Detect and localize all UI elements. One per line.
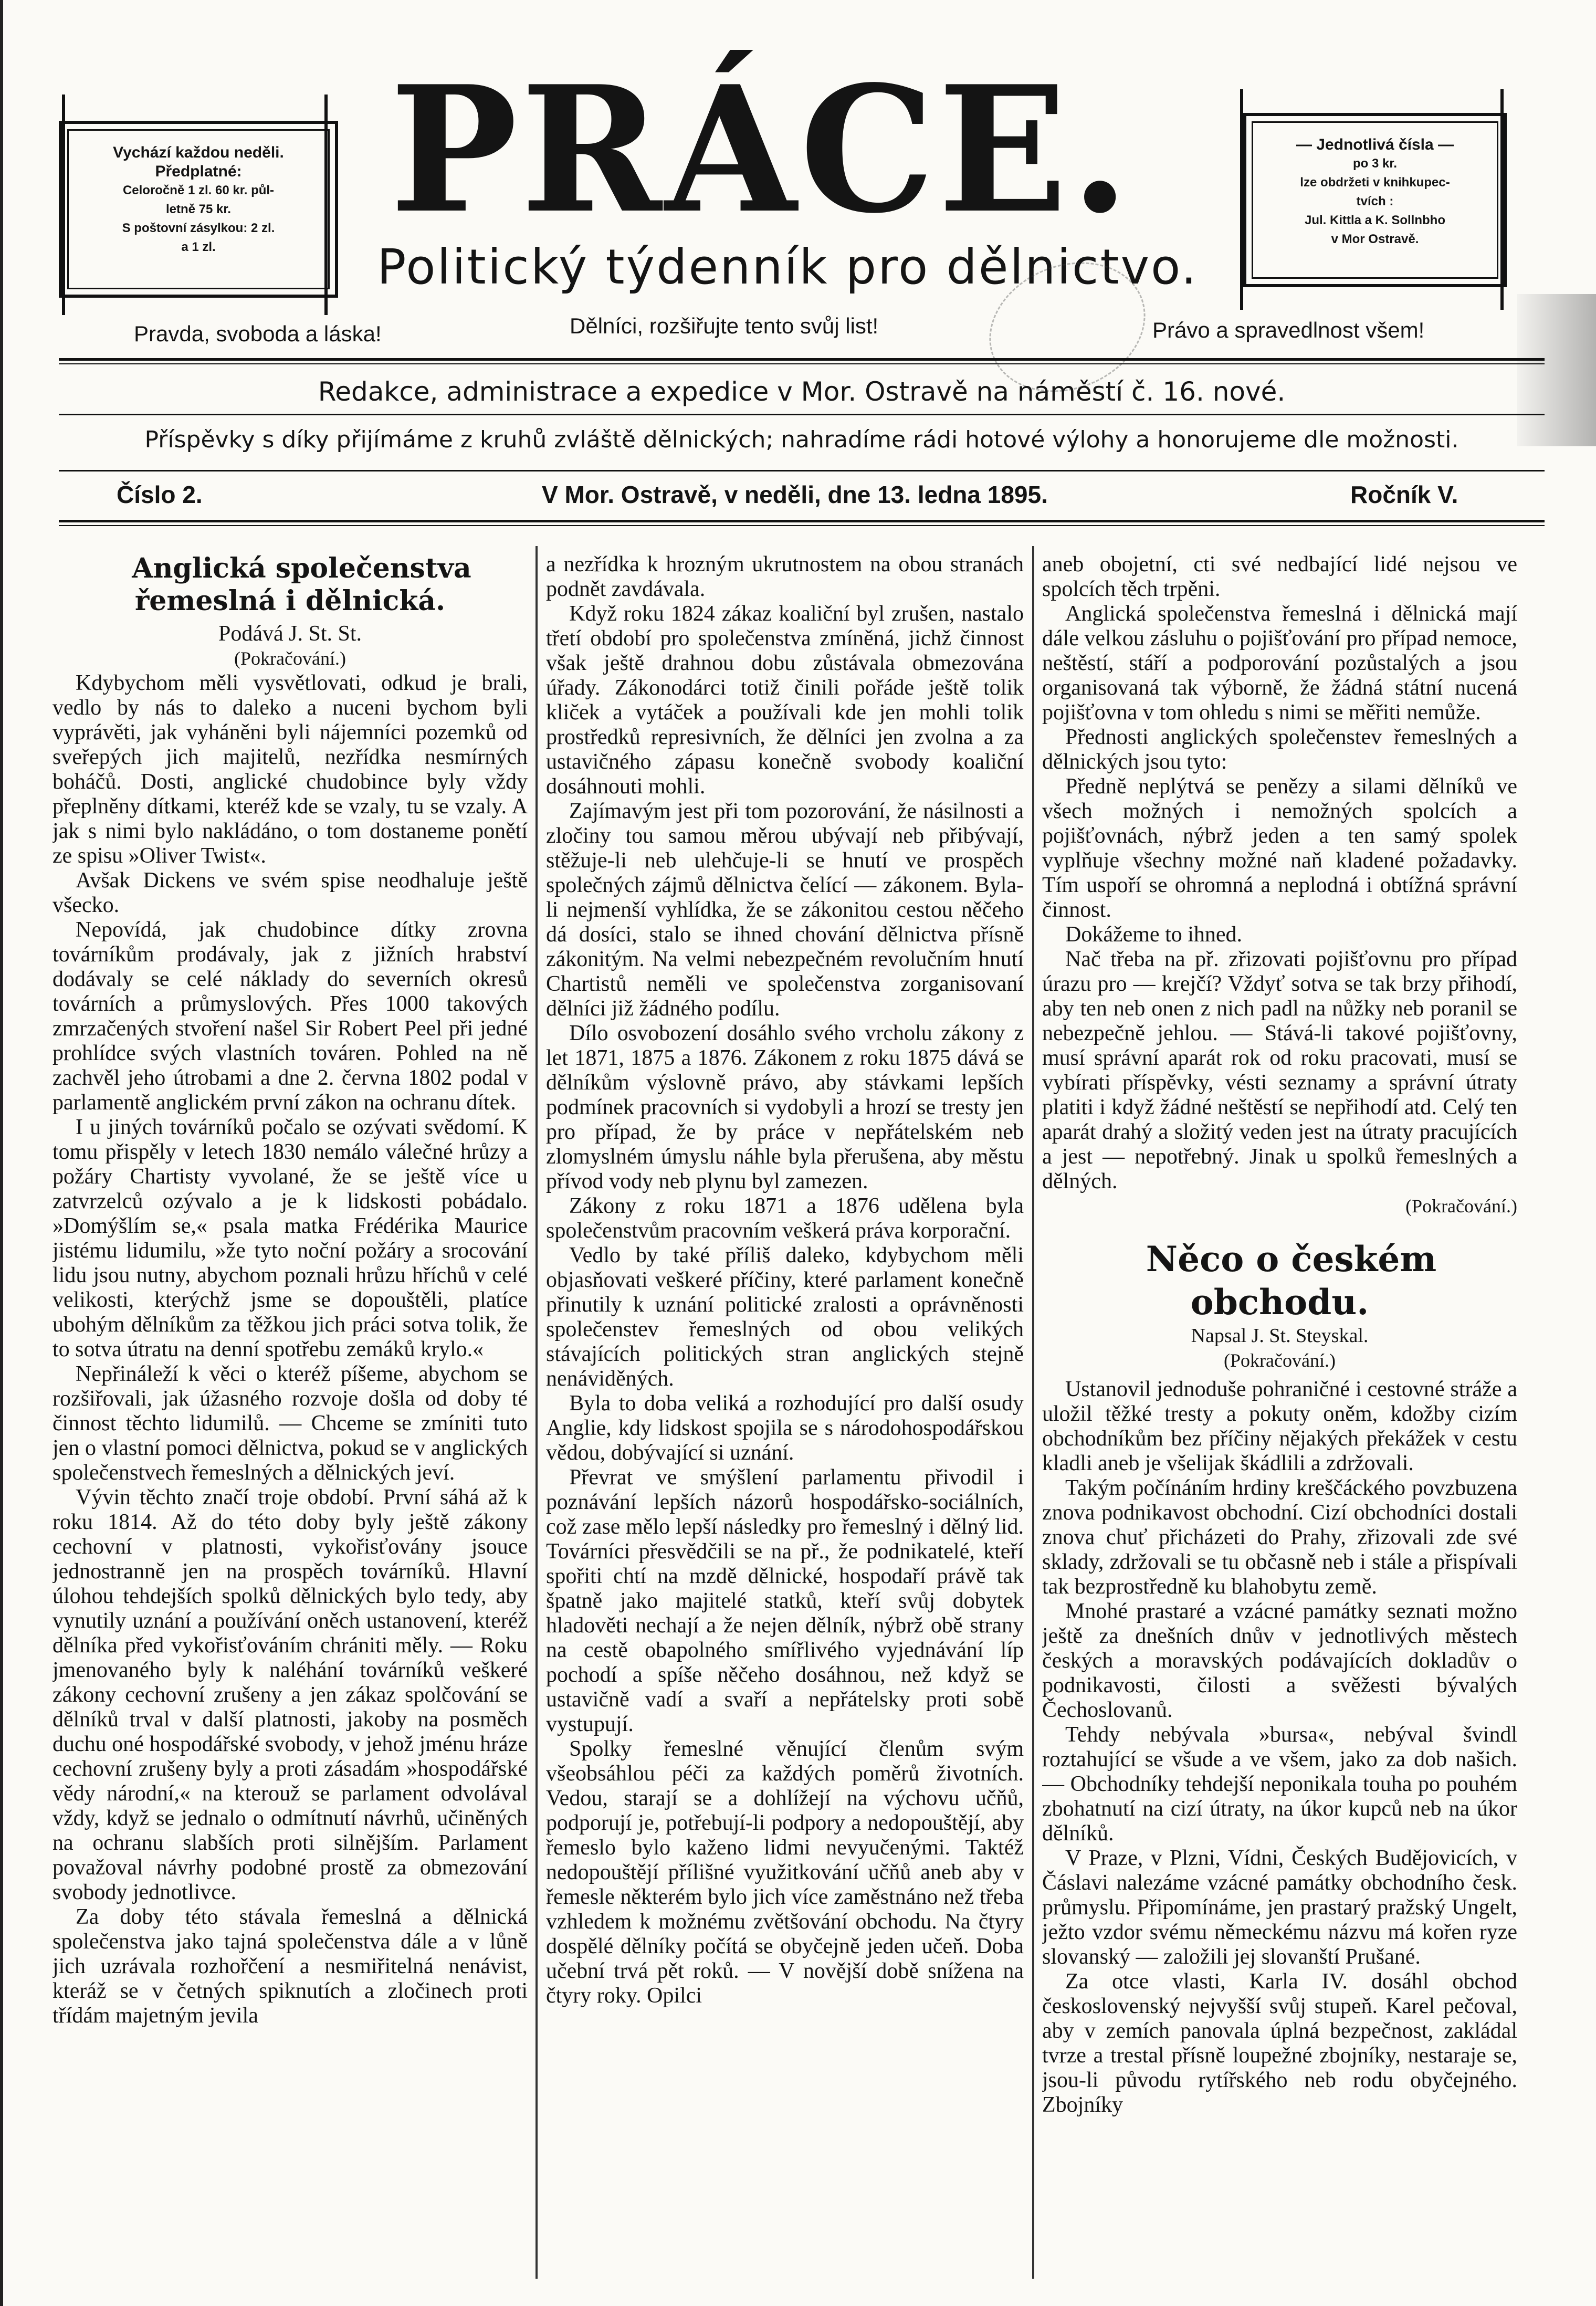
article-title: Něco o českém obchodu. <box>1146 1239 1437 1323</box>
paragraph: Předně neplýtvá se penězy a silami dělníků ve všech možných i nemožných spolcích a pojišťovnách, nýbrž jeden a ten samý spolek vyplňuje všechny možné naň kladené požadavky. Tím uspoří se ohromná a neplodná i obtížná správní činnost. <box>1042 774 1517 922</box>
motto-left: Pravda, svoboda a láska! <box>134 321 382 346</box>
scan-shadow <box>1517 294 1596 446</box>
paragraph: Vedlo by také příliš daleko, kdybychom měli objasňovati veškeré příčiny, které parlament konečně přinutily k uznání politické zralosti a oprávněnosti společenstev řemeslných od obou velikých stávajících politických stran anglických stejně nenáviděných. <box>546 1243 1024 1391</box>
paragraph: Dílo osvobození dosáhlo svého vrcholu zákony z let 1871, 1875 a 1876. Zákonem z roku 1875 dává se dělníkům výslovně právo, aby stávkami lepších podmínek pracovních si vydobyli a hrozí se tresty jen pro případ, že by práce v nepřátelském neb zlomyslném úmyslu náhle byla přerušena, aby městu přívod vody neb plynu byl zamezen. <box>546 1021 1024 1193</box>
issue-number: Číslo 2. <box>117 481 203 508</box>
newspaper-title: PRÁCE. <box>390 48 1133 251</box>
paragraph: Anglická společenstva řemeslná i dělnická mají dále velkou zásluhu o pojišťování pro případ nemoce, neštěstí, stáří a podporování pozůstalých a jsou organisovaná tak výborně, že žádná státní nucená pojišťovna v tom ohledu s nimi se měřiti nemůže. <box>1042 602 1517 725</box>
paragraph: Avšak Dickens ve svém spise neodhaluje ještě všecko. <box>52 868 528 917</box>
rule <box>59 414 1545 415</box>
paragraph: I u jiných továrníků počalo se ozývati svědomí. K tomu přispěly v letech 1830 nemálo válečné hrůzy a požáry Chartisty vyvolané, že se ještě více u zatvrzelců ozývalo a je k lidskosti pobádalo. »Domýšlím se,« psala matka Frédérika Maurice jistému lidumilu, »že tyto noční požáry a srocování lidu jsou nutny, abychom poznali hrůzu hříchů v celé velikosti, kterýchž jsme se dopouštěli, platíce ubohým dělníkům za těžkou jich práci sotva tolik, že to sotva útratu na denní spotřebu zemáků krylo.« <box>52 1115 528 1361</box>
subscription-line: Předplatné: <box>155 163 242 180</box>
paragraph: V Praze, v Plzni, Vídni, Českých Budějovicích, v Čáslavi nalezáme vzácné památky obchodního česk. průmyslu. Připomínáme, jen prastarý pražský Ungelt, ježto vzdor svému německému názvu má kořen ryze slovanský — založili jej slovanští Prušané. <box>1042 1846 1517 1969</box>
paragraph: Vývin těchto značí troje období. První sáhá až k roku 1814. Až do této doby byly ještě zákony cechovní v platnosti, vykořisťovány jsouce jednostranně jen na prospěch továrníků. Hlavní úlohou tehdejších spolků dělnických bylo tedy, aby vynutily uznání a používání oněch ustanovení, kteréž dělníka před vykořisťováním chrániti měly. — Roku jmenovaného byly k naléhání továrníků veškeré zákony cechovní zrušeny a jen zákaz spolčování se dělníků trval v další platnosti, jakoby na posměch duchu oné hospodářské svobody, v jehož jménu hráze cechovní zrušeny byly a proti zásadám »hospodářské vědy národní,« na kterouž se parlament odvolával vždy, když se jednalo o odmítnutí návrhů, učiněných na ochranu slabších proti silnějším. Parlament považoval návrhy podobné prostě za obmezování svobody jednotlivce. <box>52 1485 528 1904</box>
price-line: po 3 kr. <box>1352 156 1398 171</box>
paragraph: Za otce vlasti, Karla IV. dosáhl obchod československý nejvyšší svůj stupeň. Karel pečoval, aby v zemích panovala úplná bezpečnost, zakládal tvrze a trestal přísně loupežné zbojníky, nestaraje se, jsou-li původu rytířského neb rodu obyčejného. Zbojníky <box>1042 1969 1517 2117</box>
paragraph: Zajímavým jest při tom pozorování, že násilnosti a zločiny tou samou měrou ubývají neb přibývají, stěžuje-li neb ulehčuje-li se hnutí ve prospěch společných zájmů dělnictva čelící — zákonem. Byla-li nejmenší vyhlídka, že se zákonitou cestou něčeho dá dosíci, stalo se ihned chování dělnictva přísně zákonitým. Na velmi nebezpečném revolučním hnutí Chartistů neměli ve společenstva zorganisovaní dělníci již žádného podílu. <box>546 799 1024 1021</box>
price-line: lze obdržeti v knihkupec- <box>1300 175 1450 190</box>
subscription-line: Celoročně 1 zl. 60 kr. půl- <box>122 183 275 197</box>
subscription-line: S poštovní zásylkou: 2 zl. <box>122 221 275 235</box>
rule <box>59 363 1545 364</box>
column-1 <box>52 552 528 2285</box>
continuation-note: (Pokračování.) <box>234 648 346 669</box>
paragraph: Když roku 1824 zákaz koaliční byl zrušen, nastalo třetí období pro společenstva zmíněná, jichž činnost však ještě drahnou dobu zůstávala obmezována úřady. Zákonodárci totiž činili pořáde ještě tolik kliček a vytáček a používali kde jen mohli tolik prostředků represivních, že dělníci jen zvolna a za ustavičného zápasu konečně svobody koaliční dosáhnouti mohli. <box>546 602 1024 799</box>
paragraph: Zákony z roku 1871 a 1876 udělena byla společenstvům pracovním veškerá práva korporační. <box>546 1194 1024 1243</box>
rule <box>59 520 1545 522</box>
paragraph: Mnohé prastaré a vzácné památky seznati možno ještě za dnešních dnův v jednotlivých městech českých a moravských podávajících dokladův o podnikavosti, čilosti a svěžesti bývalých Čechoslovanů. <box>1042 1599 1517 1722</box>
paragraph: Dokážeme to ihned. <box>1065 923 1243 947</box>
volume: Ročník V. <box>1350 481 1458 508</box>
column-2 <box>546 552 1024 2285</box>
paragraph: Byla to doba veliká a rozhodující pro další osudy Anglie, kdy lidskost spojila se s národohospodářskou vědou, dobývající si uznání. <box>546 1391 1024 1465</box>
paragraph: Takým počínáním hrdiny kreščáckého povzbuzena znova podnikavost obchodní. Cizí obchodníci dostali znova chuť přicházeti do Prahy, zřizovali zde své sklady, zdržovali se tu občasně neb i stále a přispívali tak bezprostředně ku blahobytu země. <box>1042 1476 1517 1599</box>
continuation-note: (Pokračování.) <box>1405 1196 1517 1217</box>
subscription-line: a 1 zl. <box>181 240 216 254</box>
article-byline: Napsal J. St. Steyskal. <box>1191 1325 1369 1347</box>
paragraph: Nač třeba na př. zřizovati pojišťovnu pro případ úrazu pro — krejčí? Vždyť sotva se tak brzy přihodí, aby ten neb onen z nich padl na nůžky neb poranil se nebezpečně jehlou. — Stává-li takové pojišťovny, musí správní aparát rok od roku pracovati, musí se vybírati příspěvky, vésti seznamy a správní útraty platiti i když žádné neštěstí se nepřihodí atd. Celý ten aparát drahý a složitý veden jest na útraty pracujících a jest — nepotřebný. Jinak u spolků řemeslných a dělných. <box>1042 947 1517 1193</box>
price-line: tvích : <box>1356 194 1394 208</box>
subscription-line: letně 75 kr. <box>165 202 232 216</box>
contributions-line: Příspěvky s díky přijímáme z kruhů zvláště dělnických; nahradíme rádi hotové výlohy a honorujeme dle možnosti. <box>144 426 1459 453</box>
paragraph: Přednosti anglických společenstev řemeslných a dělnických jsou tyto: <box>1042 725 1517 774</box>
paragraph: Kdybychom měli vysvětlovati, odkud je brali, vedlo by nás to daleko a nuceni bychom byli vyprávěti, jak vyháněni byli nájemníci pozemků od sveřepých jich majitelů, nezřídka nesmírných boháčů. Dosti, anglické chudobince byly vždy přeplněny dítkami, kteréž kde se vzaly, tu se vzaly. A jak s nimi bylo nakládáno, o tom dostaneme ponětí ze spisu »Oliver Twist«. <box>52 671 528 868</box>
price-line: Jul. Kittla a K. Sollnbho <box>1304 213 1445 227</box>
issue-row <box>59 480 1545 512</box>
article-byline: Podává J. St. St. <box>218 622 362 646</box>
rule <box>59 358 1545 361</box>
subscription-line: Vychází každou neděli. <box>113 144 284 161</box>
newspaper-subtitle: Politický týdenník pro dělnictvo. <box>377 239 1198 295</box>
paragraph: Spolky řemeslné věnující členům svým všeobsáhlou péči za každých poměrů životních. Vedou, starají se a dohlížejí na výchovu učňů, podporují je, potřebují-li podpory a nedopouštějí, aby řemeslo bylo kaženo lidmi nevyučenými. Taktéž nedopouštějí přílišné využitkování učňů aneb aby v řemesle některém bylo jich více zaměstnáno než třeba vzhledem k možnému zvětšování obchodu. Na čtyry dospělé dělníky počítá se obyčejně jeden učeň. Doba učební trvá pět roků. — V novější době snížena na čtyry roky. Opilci <box>546 1737 1024 2008</box>
column-rule <box>536 546 538 2279</box>
paragraph: Ustanovil jednoduše pohraničné i cestovné stráže a uložil těžké tresty a pokuty oněm, kdožby cizím obchodníkům bez příčiny nějakých překážek v cestu kladli aneb je všelijak škádlili a zdržovali. <box>1042 1377 1517 1475</box>
subscription-box <box>59 121 338 298</box>
price-line: — Jednotlivá čísla — <box>1296 136 1454 153</box>
price-line: v Mor Ostravě. <box>1331 232 1419 246</box>
article-title: Anglická společenstva řemeslná i dělnická. <box>132 552 471 617</box>
continuation-note: (Pokračování.) <box>1224 1350 1336 1371</box>
paragraph: Tehdy nebývala »bursa«, nebýval švindl roztahující se všude a ve všem, jako za dob našich. — Obchodníky tehdejší neponikala touha po pouhém zbohatnutí na cizí útraty, na úkor kupců neb na úkor dělníků. <box>1042 1723 1517 1846</box>
rule <box>59 470 1545 471</box>
rule <box>59 525 1545 526</box>
address-line: Redakce, administrace a expedice v Mor. Ostravě na náměstí č. 16. nové. <box>318 376 1286 407</box>
motto-right: Právo a spravedlnost všem! <box>1152 318 1425 342</box>
paragraph: a nezřídka k hrozným ukrutnostem na obou stranách podnět zavdávala. <box>546 552 1024 601</box>
scan-border <box>0 0 3 2306</box>
paragraph: Za doby této stávala řemeslná a dělnická společenstva jako tajná společenstva dále a v lůně jich uzrávala rozhořčení a nesmiřitelná nenávist, kteráž se v četných spiknutích a zločinech proti třídám majetným jevila <box>52 1905 528 2028</box>
paragraph: Nepřináleží k věci o kteréž píšeme, abychom se rozšiřovali, jak úžasného rozvoje došla od doby té činnost těchto lidumilů. — Chceme se zmíniti tuto jen o vlastní pomoci dělnictva, pokud se v anglických společenstvech řemeslných a dělnických jeví. <box>52 1362 528 1485</box>
price-box <box>1243 113 1507 287</box>
column-rule <box>1032 546 1034 2279</box>
paragraph: Nepovídá, jak chudobince dítky zrovna továrníkům prodávaly, jak z jižních hrabství dodávaly se celé náklady do severních okresů továrních a průmyslových. Přes 1000 takových zmrzačených stvoření našel Sir Robert Peel při jedné prohlídce svých vlastních továren. Pohled na ně zachvěl jeho útrobami a dne 2. června 1802 podal v parlamentě anglickém první zákon na ochranu dítek. <box>52 918 528 1115</box>
paragraph: Převrat ve smýšlení parlamentu přivodil i poznávání lepších názorů hospodářsko-sociálních, což zase mělo lepší následky pro řemeslný i dělný lid. Továrníci přesvědčili se na př., že podnikatelé, kteří spořiti chtí na mzdě dělnické, hospodaří právě tak špatně jako majitelé statků, kteří svůj dobytek hladověti nechají a že nejen dělník, nýbrž obě strany na cestě obapolného smířlivého vyjednávání líp pochodí a spíše něčeho dosáhnou, než když se ustavičně vadí a svaří a nepřátelsky proti sobě vystupují. <box>546 1465 1024 1736</box>
issue-date: V Mor. Ostravě, v neděli, dne 13. ledna 1895. <box>542 481 1048 508</box>
column-3 <box>1042 552 1517 2285</box>
paragraph: aneb obojetní, cti své nedbající lidé nejsou ve spolcích těch trpěni. <box>1042 552 1517 601</box>
motto-center: Dělníci, rozšiřujte tento svůj list! <box>570 313 879 338</box>
